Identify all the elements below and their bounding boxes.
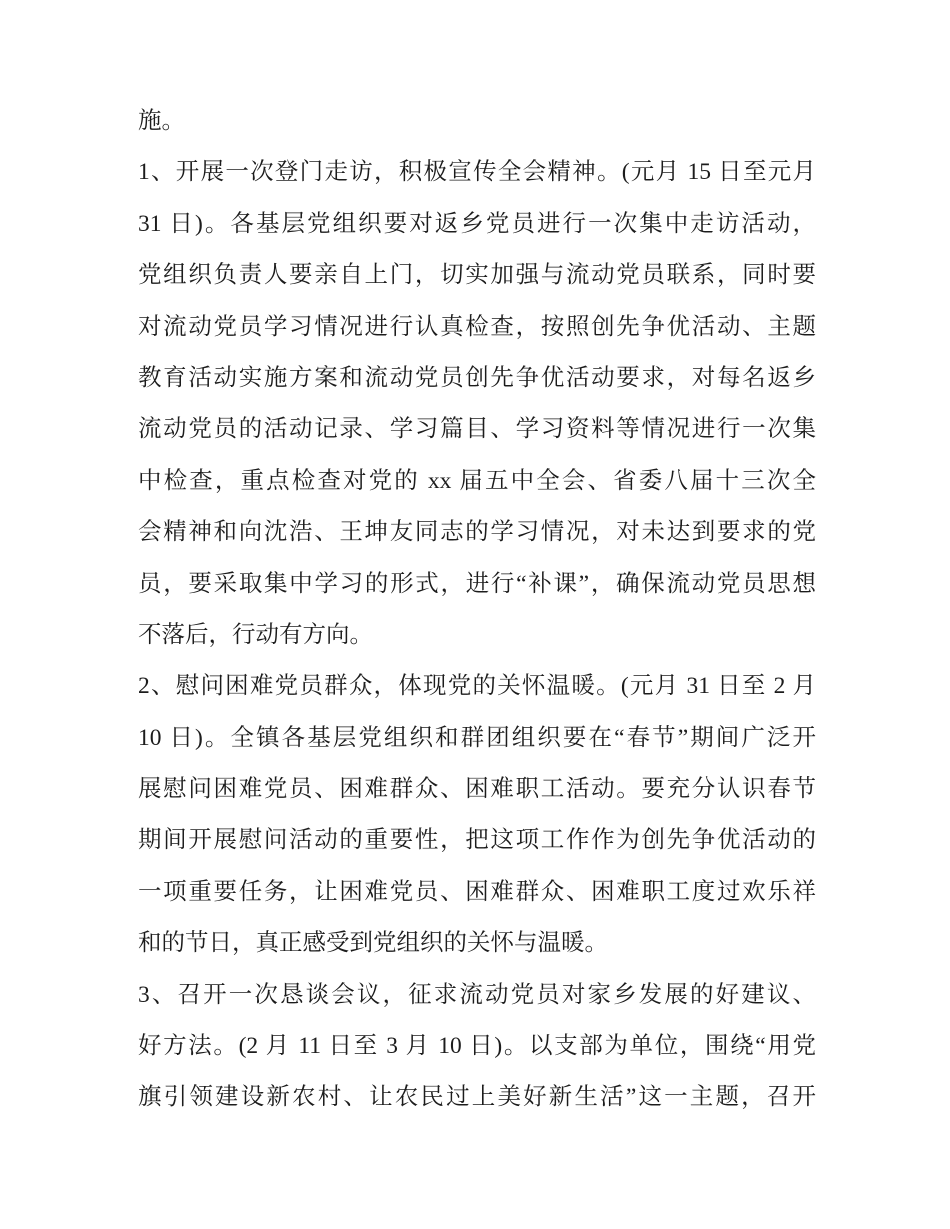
text-line: 流动党员的活动记录、学习篇目、学习资料等情况进行一次集: [138, 416, 816, 443]
text-line: 施。: [138, 108, 185, 134]
document-page: [138, 96, 816, 1124]
text-line: 2、慰问困难党员群众，体现党的关怀温暖。(元月 31 日至 2 月: [138, 673, 816, 700]
text-line: 员，要采取集中学习的形式，进行“补课”，确保流动党员思想: [138, 570, 816, 597]
text-line: 展慰问困难党员、困难群众、困难职工活动。要充分认识春节: [138, 776, 816, 803]
text-line: 31 日)。各基层党组织要对返乡党员进行一次集中走访活动，: [138, 210, 816, 237]
text-line: 旗引领建设新农村、让农民过上美好新生活”这一主题，召开: [138, 1084, 816, 1111]
text-line: 教育活动实施方案和流动党员创先争优活动要求，对每名返乡: [138, 364, 816, 391]
text-line: 一项重要任务，让困难党员、困难群众、困难职工度过欢乐祥: [138, 878, 816, 905]
text-line: 3、召开一次恳谈会议，征求流动党员对家乡发展的好建议、: [138, 981, 816, 1008]
text-line: 好方法。(2 月 11 日至 3 月 10 日)。以支部为单位，围绕“用党: [138, 1033, 816, 1060]
text-line: 会精神和向沈浩、王坤友同志的学习情况，对未达到要求的党: [138, 519, 816, 546]
text-line: 中检查，重点检查对党的 xx 届五中全会、省委八届十三次全: [138, 467, 816, 494]
text-line: 10 日)。全镇各基层党组织和群团组织要在“春节”期间广泛开: [138, 724, 816, 751]
text-line: 对流动党员学习情况进行认真检查，按照创先争优活动、主题: [138, 313, 816, 340]
text-line: 期间开展慰问活动的重要性，把这项工作作为创先争优活动的: [138, 827, 816, 854]
text-line: 1、开展一次登门走访，积极宣传全会精神。(元月 15 日至元月: [138, 159, 816, 186]
text-line: 不落后，行动有方向。: [138, 621, 373, 648]
text-line: 党组织负责人要亲自上门，切实加强与流动党员联系，同时要: [138, 262, 816, 289]
text-line: 和的节日，真正感受到党组织的关怀与温暖。: [138, 930, 608, 957]
